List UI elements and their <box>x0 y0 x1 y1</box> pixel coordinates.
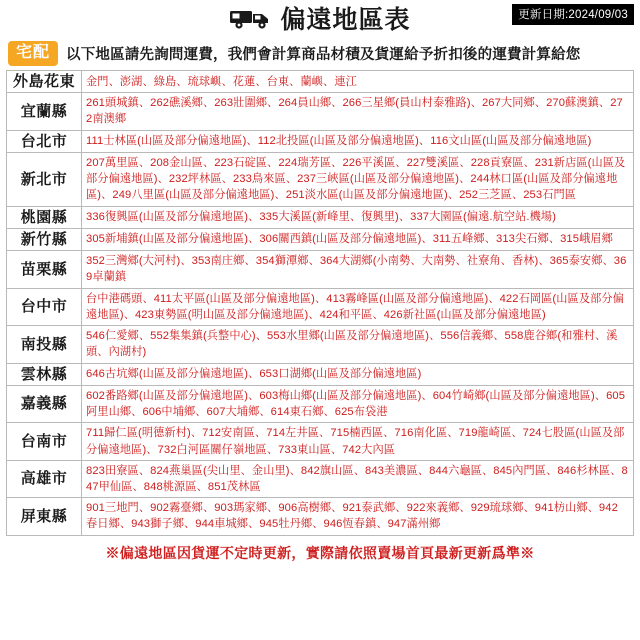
table-row <box>7 326 634 363</box>
region-label: 新竹縣 <box>7 228 82 250</box>
region-label: 台南市 <box>7 423 82 460</box>
table-row <box>7 498 634 535</box>
footer-note: ※偏遠地區因貨運不定時更新，實際請依照賣場首頁最新更新爲準※ <box>105 544 535 561</box>
table-row <box>7 251 634 288</box>
region-detail: 261頭城鎮、262礁溪鄉、263壯圍鄉、264員山鄉、266三星鄉(員山村泰雅路)、267大同鄉、270蘇澳鎮、272南澳鄉 <box>82 93 634 130</box>
region-detail: 金門、澎湖、綠島、琉球嶼、花蓮、台東、蘭嶼、連江 <box>82 71 634 93</box>
region-label: 苗栗縣 <box>7 251 82 288</box>
region-detail: 336復興區(山區及部分偏遠地區)、335大溪區(新峰里、復興里)、337大園區(偏遠.航空站.機場) <box>82 206 634 228</box>
region-label: 嘉義縣 <box>7 385 82 422</box>
title-group <box>229 6 410 35</box>
region-label: 雲林縣 <box>7 363 82 385</box>
notice-row <box>0 40 640 70</box>
region-detail: 305新埔鎮(山區及部分偏遠地區)、306關西鎮(山區及部分偏遠地區)、311五峰鄉、313尖石鄉、315峨眉鄉 <box>82 228 634 250</box>
region-detail: 823田寮區、824燕巢區(尖山里、金山里)、842旗山區、843美濃區、844六龜區、845內門區、846杉林區、847甲仙區、848桃源區、851茂林區 <box>82 460 634 497</box>
table-row <box>7 228 634 250</box>
region-detail: 207萬里區、208金山區、223石碇區、224瑞芳區、226平溪區、227雙溪區、228貢寮區、231新店區(山區及部分偏遠地區)、232坪林區、233鳥來區、237三峽區(山區及部分偏遠地區)、244林口區(山區及部分偏遠地區)、249八里區(山區及部分偏遠地區)、251淡水區(山區及部分偏遠地區)、252三芝區、253石門區 <box>82 152 634 206</box>
region-detail: 711歸仁區(明德新村)、712安南區、714左井區、715楠西區、716南化區、719龍崎區、724七股區(山區及部分偏遠地區)、732白河區關仔嶺地區、733東山區、742大內區 <box>82 423 634 460</box>
notice-text: 以下地區請先詢問運費，我們會計算商品材積及貨運給予折扣後的運費計算給您 <box>66 47 581 63</box>
region-label: 台中市 <box>7 288 82 325</box>
region-label: 桃園縣 <box>7 206 82 228</box>
table-row <box>7 152 634 206</box>
table-row <box>7 460 634 497</box>
region-label: 屏東縣 <box>7 498 82 535</box>
update-date-badge: 更新日期:2024/09/03 <box>512 4 634 25</box>
region-label: 台北市 <box>7 130 82 152</box>
region-detail: 901三地門、902霧臺鄉、903瑪家鄉、906高樹鄉、921泰武鄉、922來義鄉、929琉球鄉、941枋山鄉、942春日鄉、943獅子鄉、944車城鄉、945牡丹鄉、946恆春鎮、947滿州鄉 <box>82 498 634 535</box>
page-header <box>0 0 640 40</box>
region-detail: 546仁愛鄉、552集集鎮(兵整中心)、553水里鄉(山區及部分偏遠地區)、556信義鄉、558鹿谷鄉(和雅村、溪頭、內湖村) <box>82 326 634 363</box>
region-label: 南投縣 <box>7 326 82 363</box>
region-detail: 646古坑鄉(山區及部分偏遠地區)、653口湖鄉(山區及部分偏遠地區) <box>82 363 634 385</box>
region-detail: 台中港碼頭、411太平區(山區及部分偏遠地區)、413霧峰區(山區及部分偏遠地區)、422石岡區(山區及部分偏遠地區)、423東勢區(明山區及部分偏遠地區)、424和平區、426新社區(山區及部分偏遠地區) <box>82 288 634 325</box>
table-row <box>7 206 634 228</box>
delivery-truck-icon <box>229 6 273 35</box>
region-label: 宜蘭縣 <box>7 93 82 130</box>
table-row <box>7 71 634 93</box>
table-row <box>7 363 634 385</box>
table-row <box>7 130 634 152</box>
table-row <box>7 93 634 130</box>
table-row <box>7 288 634 325</box>
table-row <box>7 385 634 422</box>
shipping-tag: 宅配 <box>8 41 58 66</box>
region-detail: 111士林區(山區及部分偏遠地區)、112北投區(山區及部分偏遠地區)、116文山區(山區及部分偏遠地區) <box>82 130 634 152</box>
page-title: 偏遠地區表 <box>280 5 411 34</box>
table-row <box>7 423 634 460</box>
region-label: 高雄市 <box>7 460 82 497</box>
region-detail: 602番路鄉(山區及部分偏遠地區)、603梅山鄉(山區及部分偏遠地區)、604竹崎鄉(山區及部分偏遠地區)、605阿里山鄉、606中埔鄉、607大埔鄉、614東石鄉、625布袋港 <box>82 385 634 422</box>
region-label: 外島花東 <box>7 71 82 93</box>
region-detail: 352三灣鄉(大河村)、353南庄鄉、354獅潭鄉、364大湖鄉(小南勢、大南勢、社寮角、香林)、365泰安鄉、369卓蘭鎮 <box>82 251 634 288</box>
region-label: 新北市 <box>7 152 82 206</box>
remote-area-table <box>6 70 634 536</box>
